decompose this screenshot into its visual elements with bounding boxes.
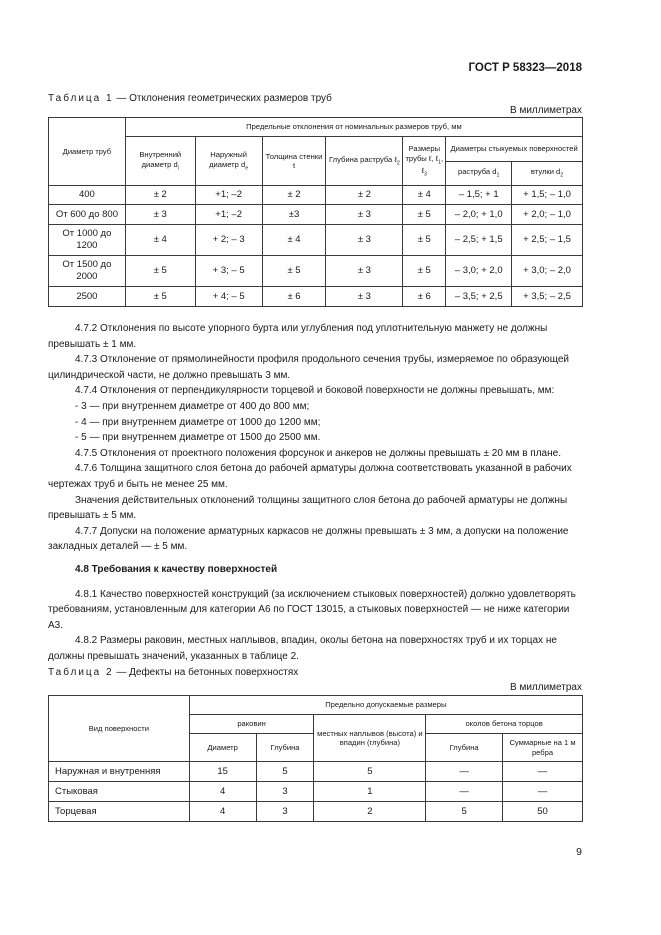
paragraph-4-7-4: 4.7.4 Отклонения от перпендикулярности торцевой и боковой поверхности не должны превышать, мм: xyxy=(75,385,555,397)
t2-header-depth: Глубина xyxy=(256,734,314,762)
t1-header-group: Предельные отклонения от номинальных размеров труб, мм xyxy=(125,118,582,137)
document-header: ГОСТ Р 58323—2018 xyxy=(468,62,582,74)
t2-header-diameter: Диаметр xyxy=(189,734,256,762)
t1-header-wall: Толщина стенки t xyxy=(262,137,326,186)
t1-header-pipe-size: Размеры трубы ℓ, ℓ$_1$, ℓ$_3$ xyxy=(403,137,446,186)
list-item: - 3 — при внутреннем диаметре от 400 до 800 мм; xyxy=(75,400,310,412)
section-4-8 xyxy=(48,562,582,665)
t2-header-depth2: Глубина xyxy=(426,734,503,762)
t2-header-chips: околов бетона торцов xyxy=(426,715,583,734)
t1-header-socket-depth: Глубина раструба ℓ$_2$ xyxy=(326,137,403,186)
paragraph-4-7-5: 4.7.5 Отклонения от проектного положения форсунок и анкеров не должны превышать ± 20 мм в плане. xyxy=(75,447,561,459)
t1-header-diameter: Диаметр труб xyxy=(49,118,126,186)
table1-unit: В миллиметрах xyxy=(510,105,582,116)
paragraph-4-7-2: 4.7.2 Отклонения по высоте упорного бурта или углубления под уплотнительную манжету не должны превышать ± 1 мм. xyxy=(48,323,548,350)
t1-header-joint-group: Диаметры стыкуемых поверхностей xyxy=(446,137,583,162)
t2-header-local: местных наплывов (высота) и впадин (глубина) xyxy=(314,715,426,762)
table-row: Наружная и внутренняя 15 5 5 — — xyxy=(49,762,583,782)
list-item: - 5 — при внутреннем диаметре от 1500 до 2500 мм. xyxy=(75,432,321,444)
t2-header-group: Предельно допускаемые размеры xyxy=(189,696,582,715)
paragraph-4-8-1: 4.8.1 Качество поверхностей конструкций (за исключением стыковых поверхностей) должно удовлетворять требованиям, установленным для категории А6 по ГОСТ 13015, а стыковых поверхностей — не ниже категории А3. xyxy=(48,588,576,631)
t1-header-inner: Внутренний диаметр $d_i$ xyxy=(125,137,195,186)
table-row: От 600 до 800 ± 3 +1; –2 ±3 ± 3 ± 5 – 2,0; + 1,0 + 2,0; – 1,0 xyxy=(49,205,583,225)
paragraph-4-7-7: 4.7.7 Допуски на положение арматурных каркасов не должны превышать ± 3 мм, а допуски на положение закладных деталей — ± 5 мм. xyxy=(48,525,569,553)
t2-header-cavities: раковин xyxy=(189,715,314,734)
paragraph-4-7-6: 4.7.6 Толщина защитного слоя бетона до рабочей арматуры должна соответствовать указанной в рабочих чертежах труб и быть не менее 25 мм. xyxy=(48,463,572,490)
paragraph-4-7-3: 4.7.3 Отклонение от прямолинейности профиля продольного сечения трубы, измеряемое по образующей цилиндрической части, не должно превышать 3 мм. xyxy=(48,354,570,381)
t1-header-socket: раструба $d_1$ xyxy=(446,162,512,186)
t2-header-total: Суммарные на 1 м ребра xyxy=(503,734,583,762)
t1-header-outer: Наружный диаметр $d_e$ xyxy=(195,137,262,186)
t1-header-sleeve: втулки $d_2$ xyxy=(512,162,583,186)
list-item: - 4 — при внутреннем диаметре от 1000 до 1200 мм; xyxy=(75,416,321,428)
page-number: 9 xyxy=(576,846,582,858)
table1-caption: Таблица 1 — Отклонения геометрических размеров труб xyxy=(48,93,332,104)
table-row: От 1000 до 1200 ± 4 + 2; – 3 ± 4 ± 3 ± 5 – 2,5; + 1,5 + 2,5; – 1,5 xyxy=(49,225,583,256)
table1 xyxy=(48,117,583,307)
section-heading: 4.8 Требования к качеству поверхностей xyxy=(75,564,278,575)
paragraph-4-7-6-values: Значения действительных отклонений толщины защитного слоя бетона до рабочей арматуры не должны превышать ± 5 мм. xyxy=(48,494,568,522)
table2 xyxy=(48,695,583,822)
paragraph-4-8-2: 4.8.2 Размеры раковин, местных наплывов, впадин, околы бетона на поверхностях труб и их торцах не должны превышать значений, указанных в таблице 2. xyxy=(48,635,557,662)
table2-unit: В миллиметрах xyxy=(510,682,582,693)
table2-caption: Таблица 2 — Дефекты на бетонных поверхностях xyxy=(48,667,299,678)
body-text xyxy=(48,321,582,555)
table-row: Торцевая 4 3 2 5 50 xyxy=(49,802,583,822)
table-row: 2500 ± 5 + 4; – 5 ± 6 ± 3 ± 6 – 3,5; + 2,5 + 3,5; – 2,5 xyxy=(49,287,583,307)
table-row: Стыковая 4 3 1 — — xyxy=(49,782,583,802)
table-row: От 1500 до 2000 ± 5 + 3; – 5 ± 5 ± 3 ± 5 – 3,0; + 2,0 + 3,0; – 2,0 xyxy=(49,256,583,287)
table-row: 400 ± 2 +1; –2 ± 2 ± 2 ± 4 – 1,5; + 1 + 1,5; – 1,0 xyxy=(49,186,583,205)
t2-header-surface: Вид поверхности xyxy=(49,696,190,762)
